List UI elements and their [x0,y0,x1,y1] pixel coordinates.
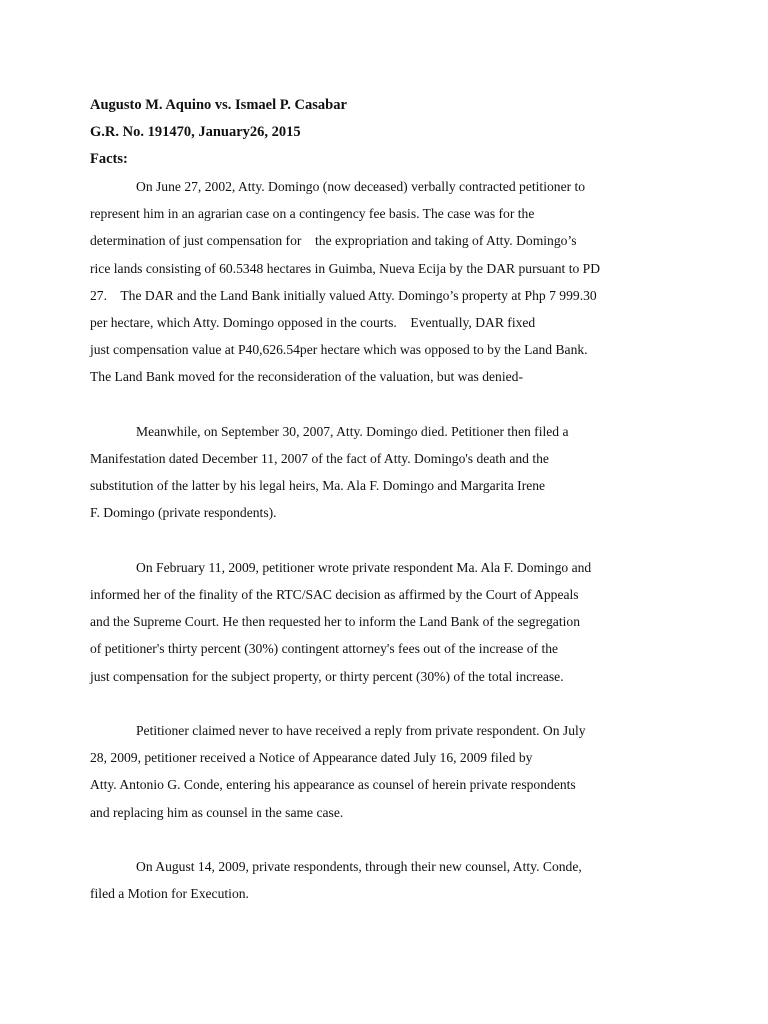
paragraph-3 [90,554,680,690]
section-label-facts: Facts: [90,151,128,167]
paragraph-line: On February 11, 2009, petitioner wrote private respondent Ma. Ala F. Domingo and [136,559,592,575]
paragraph-line: The Land Bank moved for the reconsideration of the valuation, but was denied- [90,369,523,385]
paragraph-line: On June 27, 2002, Atty. Domingo (now deceased) verbally contracted petitioner to [136,179,586,194]
paragraph-line: 27. The DAR and the Land Bank initially valued Atty. Domingo’s property at Php 7 999.30 [90,287,597,303]
paragraph-line: and the Supreme Court. He then requested her to inform the Land Bank of the segregation [90,614,580,630]
paragraph-1 [90,173,680,391]
paragraph-line: Manifestation dated December 11, 2007 of the fact of Atty. Domingo's death and the [90,451,549,467]
paragraph-line: determination of just compensation for the expropriation and taking of Atty. Domingo’s [90,233,577,249]
paragraph-line: of petitioner's thirty percent (30%) contingent attorney's fees out of the increase of the [90,641,559,657]
paragraph-line: just compensation for the subject property, or thirty percent (30%) of the total increase. [90,668,564,684]
paragraph-line: Petitioner claimed never to have received a reply from private respondent. On July [136,723,586,739]
paragraph-line: Atty. Antonio G. Conde, entering his appearance as counsel of herein private respondents [90,777,576,793]
paragraph-line: substitution of the latter by his legal heirs, Ma. Ala F. Domingo and Margarita Irene [90,478,546,494]
paragraph-spacer [90,690,680,717]
paragraph-spacer [90,391,680,418]
paragraph-line: and replacing him as counsel in the same case. [90,804,344,820]
case-title: Augusto M. Aquino vs. Ismael P. Casabar [90,97,347,113]
paragraph-line: informed her of the finality of the RTC/SAC decision as affirmed by the Court of Appeals [90,587,579,603]
paragraph-line: rice lands consisting of 60.5348 hectares in Guimba, Nueva Ecija by the DAR pursuant to PD [90,260,601,276]
document-page [90,92,680,907]
paragraph-line: just compensation value at P40,626.54per hectare which was opposed to by the Land Bank. [90,342,588,358]
paragraph-line: F. Domingo (private respondents). [90,505,277,521]
paragraph-4 [90,717,680,826]
paragraph-line: represent him in an agrarian case on a contingency fee basis. The case was for the [90,206,535,222]
paragraph-5 [90,853,680,907]
paragraph-line: Meanwhile, on September 30, 2007, Atty. Domingo died. Petitioner then filed a [136,423,569,439]
paragraph-line: filed a Motion for Execution. [90,886,249,902]
case-number: G.R. No. 191470, January26, 2015 [90,124,301,140]
paragraph-line: On August 14, 2009, private respondents, through their new counsel, Atty. Conde, [136,859,582,875]
paragraph-line: 28, 2009, petitioner received a Notice of Appearance dated July 16, 2009 filed by [90,750,533,766]
paragraph-spacer [90,527,680,554]
paragraph-spacer [90,826,680,853]
paragraph-2 [90,418,680,527]
paragraph-line: per hectare, which Atty. Domingo opposed in the courts. Eventually, DAR fixed [90,315,536,331]
